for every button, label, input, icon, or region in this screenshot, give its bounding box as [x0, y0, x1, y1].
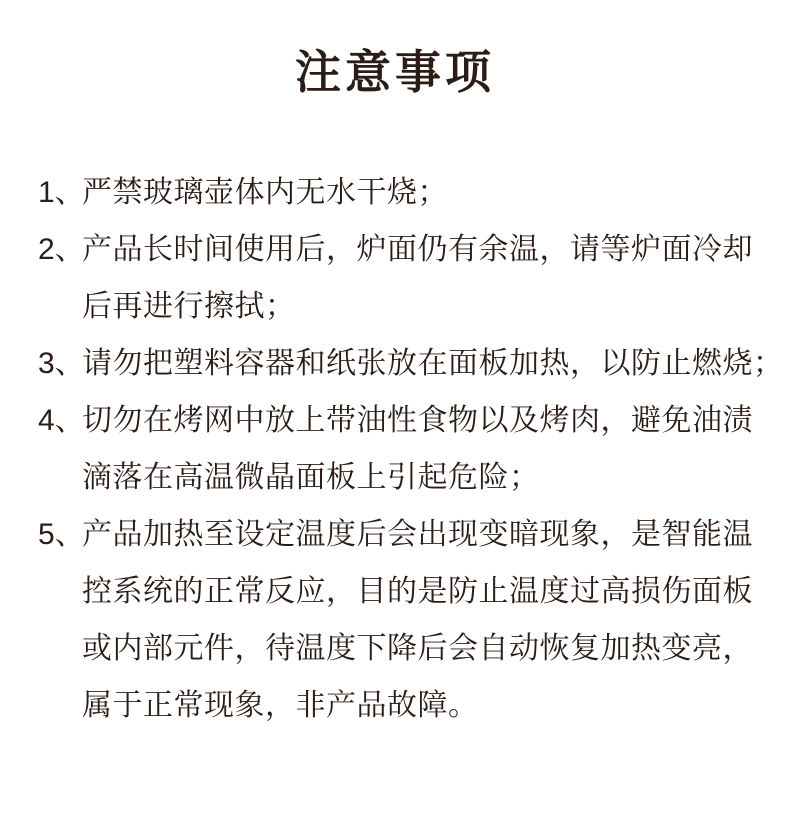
item-number: 4、: [38, 404, 85, 437]
item-number: 5、: [38, 518, 85, 551]
page-title: 注意事项: [295, 46, 495, 98]
item-line: 产品加热至设定温度后会出现变暗现象，是智能温: [82, 518, 753, 551]
item-line: 属于正常现象，非产品故障。: [82, 689, 479, 722]
item-line: 切勿在烤网中放上带油性食物以及烤肉，避免油渍: [82, 404, 753, 437]
item-line: 滴落在高温微晶面板上引起危险；: [82, 461, 540, 494]
notice-item-2: [38, 221, 770, 335]
item-lines: [82, 392, 770, 506]
notice-item-4: [38, 392, 770, 506]
item-lines: [82, 335, 784, 392]
notice-item-3: [38, 335, 784, 392]
notice-list: [0, 164, 790, 734]
item-lines: [82, 164, 770, 221]
item-number: 1、: [38, 176, 85, 209]
item-line: 产品长时间使用后，炉面仍有余温，请等炉面冷却: [82, 233, 753, 266]
item-number: 3、: [38, 347, 85, 380]
notice-item-1: [38, 164, 770, 221]
item-line: 控系统的正常反应，目的是防止温度过高损伤面板: [82, 575, 753, 608]
item-line: 请勿把塑料容器和纸张放在面板加热，以防止燃烧；: [82, 347, 784, 380]
item-number: 2、: [38, 233, 85, 266]
item-line: 或内部元件，待温度下降后会自动恢复加热变亮，: [82, 632, 753, 665]
item-lines: [82, 221, 770, 335]
notice-item-5: [38, 506, 770, 734]
item-line: 严禁玻璃壶体内无水干烧；: [82, 176, 448, 209]
item-lines: [82, 506, 770, 734]
item-line: 后再进行擦拭；: [82, 290, 296, 323]
